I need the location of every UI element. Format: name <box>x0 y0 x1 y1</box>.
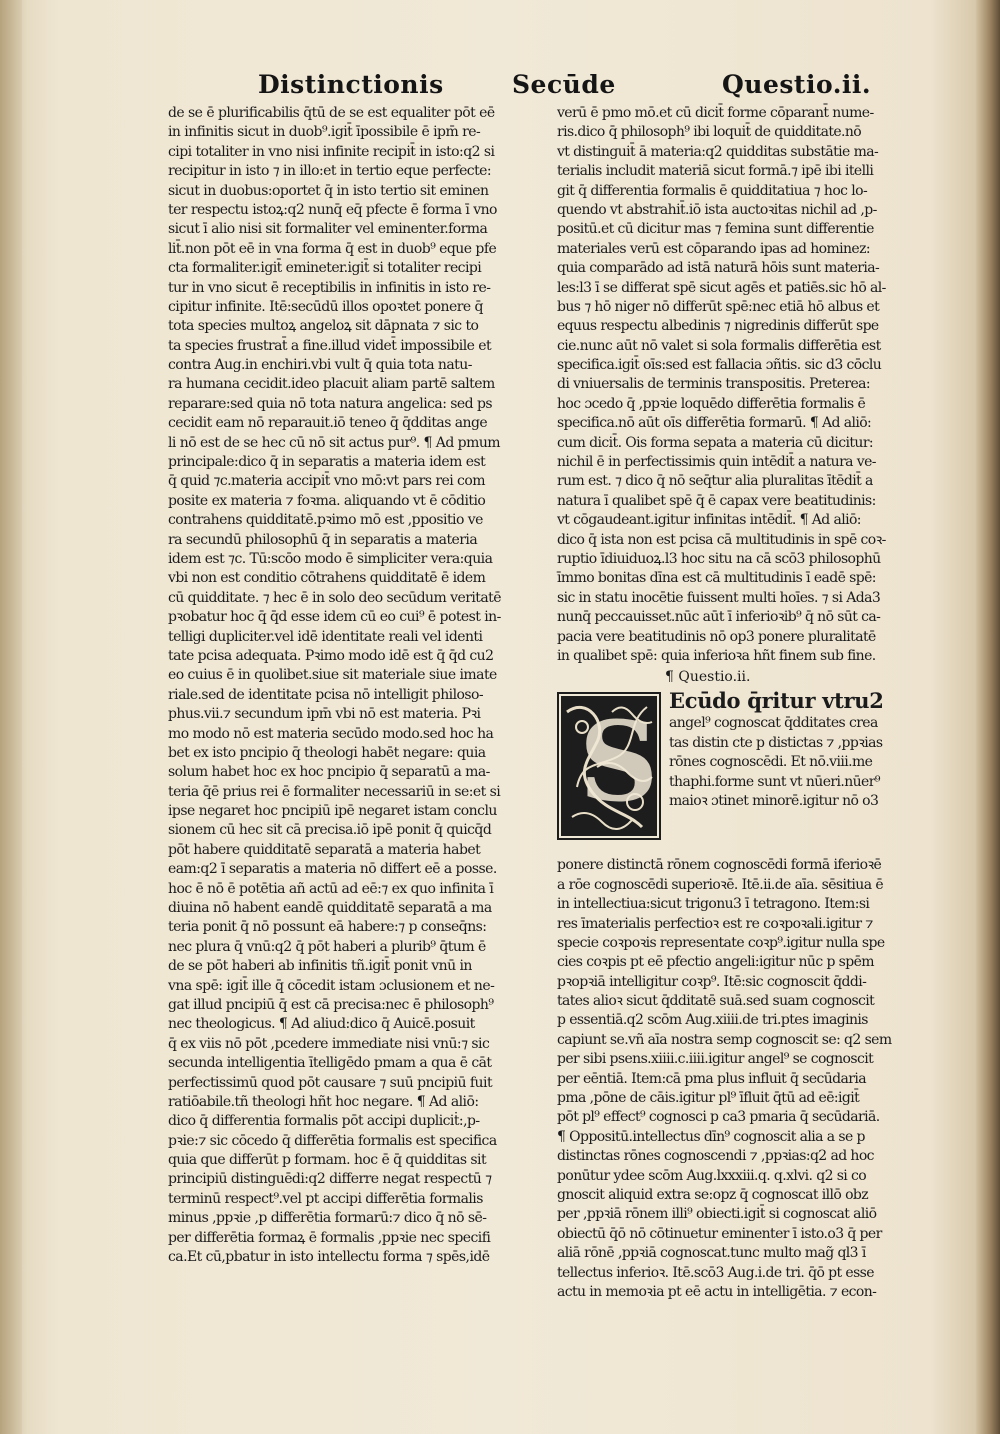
text-line: q̄ quid ⁊c.materia accipit̄ vno mō:vt pars rei com <box>168 473 485 490</box>
text-line: in infinitis sicut in duob⁹.igit̄ īpossibile ē ipm̄ re- <box>168 124 481 141</box>
text-line: angel⁹ cognoscat q̄dditates crea <box>669 715 878 732</box>
text-line: telligi dupliciter.vel idē identitate reali vel identi <box>168 628 483 645</box>
text-line: res īmaterialis perfectioꝛ est re coꝛpoꝛali.igitur ⁊ <box>557 915 873 932</box>
text-line: hoc ē nō ē potētia añ actū ad eē:⁊ ex quo infinita ī <box>168 880 494 897</box>
text-line: solum habet hoc ex hoc pncipio q̄ separatū a ma- <box>168 764 490 781</box>
text-line: nec plura q̄ vnū:q2 q̄ pōt haberi a plurib⁹ q̄tum ē <box>168 938 486 955</box>
text-line: cie.nunc aūt nō valet si sola formalis differētia est <box>557 337 881 354</box>
text-line: cū quidditate. ⁊ hec ē in solo deo secūdum veritatē <box>168 589 501 606</box>
text-line: minus ,ppꝛie ,p differētia formarū:⁊ dico q̄ nō sē- <box>168 1210 487 1227</box>
text-line: gat illud pncipiū q̄ est cā precisa:nec ē philosoph⁹ <box>168 996 494 1013</box>
text-line: capiunt se.vñ aīa nostra semp cognoscit se: q2 sem <box>557 1031 892 1048</box>
text-line: tate pcisa adequata. Pꝛimo modo idē est q̄ q̄d cu2 <box>168 647 494 664</box>
text-line: ruptio īdiuiduoꝝ.l3 hoc situ na cā scō3 philosophū <box>557 550 881 567</box>
text-line: rōnes cognoscēdi. Et nō.viii.me <box>669 754 873 771</box>
text-line: ter respectu istoꝝ:q2 nunq̄ eq̄ pfecte ē forma ī vno <box>168 201 497 218</box>
text-line: nichil ē in perfectissimis quin intēdit̄ a natura ve- <box>557 454 876 471</box>
text-line: diuina nō habent eandē quidditatē separatā a ma <box>168 900 492 917</box>
text-line: per differētia formaꝝ ē formalis ,ppꝛie nec specifi <box>168 1229 491 1246</box>
text-line: verū ē pmo mō.et cū dicit̄ forme cōparant̄ nume- <box>557 105 874 121</box>
text-line: riale.sed de identitate pcisa nō intelligit philoso- <box>168 686 484 703</box>
text-line: cum dicit̄. Ois forma sepata a materia cū dicitur: <box>557 434 874 451</box>
text-line: de se pōt haberi ab infinitis tñ.igit̄ ponit vnū in <box>168 958 472 975</box>
text-line: quendo vt abstrahit̄.iō ista auctoꝛitas nichil ad ,p- <box>557 201 877 218</box>
text-line: phus.vii.⁊ secundum ipm̄ vbi nō est materia. Pꝛi <box>168 706 481 723</box>
text-line: pꝛie:⁊ sic cōcedo q̄ differētia formalis est specifica <box>168 1132 497 1149</box>
text-line: principale:dico q̄ in separatis a materia idem est <box>168 454 486 471</box>
text-line: actu in memoꝛia pt eē actu in intelligētia. ⁊ econ- <box>557 1283 877 1300</box>
text-line: de se ē plurificabilis q̄tū de se est equaliter pōt eē <box>168 105 495 121</box>
text-line: a rōe cognoscēdi superioꝛē. Itē.ii.de aīa. sēsitiua ē <box>557 876 883 893</box>
text-line: secunda intelligentia ītelligēdo pmam a qua ē cāt <box>168 1055 492 1072</box>
text-line: pꝛobatur hoc q̄ q̄d esse idem cū eo cui⁹ ē potest in- <box>168 609 501 626</box>
text-line: pma ,pōne de cāis.igitur pl⁹ īfluit q̄tū ad eē:igit̄ <box>557 1090 860 1107</box>
header-middle: Secūde <box>512 70 616 99</box>
text-line: reparare:sed quia nō tota natura angelica: sed ps <box>168 395 493 412</box>
text-line: maioꝛ ɔtinet minorē.igitur nō o3 <box>669 792 879 809</box>
text-line: ¶ Oppositū.intellectus dīn⁹ cognoscit alia a se p <box>557 1128 865 1145</box>
text-line: pacia vere beatitudinis nō op3 ponere pluralitatē <box>557 628 876 645</box>
text-line: sicut ī alio nisi sit formaliter vel eminenter.forma <box>168 221 488 238</box>
text-line: in qualibet spē: quia inferioꝛa hñt finem sub fine. <box>557 647 876 664</box>
text-line: tas distin cte p distictas ⁊ ,ppꝛias <box>669 734 883 751</box>
text-line: recipitur in isto ⁊ in illo:et in tertio eque perfecte: <box>168 163 492 180</box>
text-line: teria q̄ē prius rei ē formaliter necessariū in se:et si <box>168 783 501 800</box>
text-line: vt distinguit̄ ā materia:q2 quidditas substātie ma- <box>557 143 879 160</box>
text-line: specifica.nō aūt oīs differētia formarū. ¶ Ad aliō: <box>557 415 872 432</box>
text-line: īmmo bonitas dīna est cā multitudinis ī eadē spē: <box>557 570 876 587</box>
initial-letter: S <box>579 697 659 827</box>
text-line: specifica.igit̄ oīs:sed est fallacia ɔñtis. sic d3 cōclu <box>557 357 882 374</box>
text-line: materiales verū est cōparando ipas ad hominez: <box>557 240 870 257</box>
text-line: contrahens quidditatē.pꝛimo mō est ,ppositio ve <box>168 512 483 529</box>
text-line: positū.et cū dicitur mas ⁊ femina sunt differentie <box>557 221 874 238</box>
initial-lines <box>669 688 912 811</box>
text-line: ta species frustrat̄ a fine.illud videt̄ impossibile et <box>168 337 492 354</box>
text-line: Ecūdo q̄ritur vtru2 <box>669 688 884 714</box>
text-line: ponere distinctā rōnem cognoscēdi formā iferioꝛē <box>557 857 882 874</box>
text-line: terminū respect⁹.vel pt accipi differētia formalis <box>168 1190 483 1207</box>
text-line: pōt habere quidditatē separatā a materia habet <box>168 841 481 858</box>
text-line: dico q̄ ista non est pcisa cā multitudinis in spē coꝛ- <box>557 531 886 548</box>
question-label: ¶ Questio.ii. <box>665 669 751 686</box>
text-line: teria ponit q̄ nō possunt eā habere:⁊ p conseq̄ns: <box>168 919 487 936</box>
text-line: bet ex isto pncipio q̄ theologi habēt negare: quia <box>168 744 486 761</box>
text-line: hoc ɔcedo q̄ ,ppꝛie loquēdo differētia formalis ē <box>557 395 866 412</box>
header-left: Distinctionis <box>258 70 444 99</box>
header-right: Questio.ii. <box>722 70 872 99</box>
text-line: rum est. ⁊ dico q̄ nō seq̄tur alia pluralitas ītēdit̄ a <box>557 473 873 490</box>
text-line: ra secundū philosophū q̄ in separatis a materia <box>168 531 478 548</box>
text-line: pꝛopꝛiā intelligitur coꝛp⁹. Itē:sic cognoscit q̄ddi- <box>557 973 867 990</box>
text-line: li nō est de se hec cū nō sit actus pur⁹. ¶ Ad pmum <box>168 434 501 451</box>
page-edge <box>976 0 1000 1434</box>
text-line: di vniuersalis de terminis transpositis. Preterea: <box>557 376 871 393</box>
text-line: ratiōabile.tñ theologi hñt hoc negare. ¶ Ad aliō: <box>168 1093 479 1110</box>
text-line: vt cōgaudeant.igitur infinitas intēdit̄. ¶ Ad aliō: <box>557 512 861 529</box>
text-line: vna spē: igit̄ ille q̄ cōcedit istam ɔclusionem et ne- <box>168 977 495 994</box>
text-line: git q̄ differentia formalis ē quidditatiua ⁊ hoc lo- <box>557 182 868 199</box>
text-line: lit̄.non pōt eē in vna forma q̄ est in duob⁹ eque pfe <box>168 240 497 257</box>
text-line: per eēntiā. Item:cā pma plus influit q̄ secūdaria <box>557 1070 867 1087</box>
text-line: per ,ppꝛiā rōnem illi⁹ obiecti.igit̄ si cognoscat aliō <box>557 1206 877 1223</box>
text-line: idem est ⁊c. Tū:scōo modo ē simpliciter vera:quia <box>168 550 493 567</box>
text-line: aliā rōnē ,ppꝛiā cognoscat.tunc multo mag̃ ql3 ī <box>557 1245 866 1262</box>
text-line: nec theologicus. ¶ Ad aliud:dico q̄ Auicē.posuit <box>168 1016 475 1033</box>
text-line: gnoscit aliquid extra se:opz q̄ cognoscat illō obz <box>557 1186 869 1203</box>
decorated-initial <box>557 692 661 840</box>
text-line: cipitur infinite. Itē:secūdū illos opoꝛtet ponere q̄ <box>168 298 483 315</box>
text-line: sic in statu inocētie fuissent multi hoīes. ⁊ si Ada3 <box>557 589 881 606</box>
text-line: tellectus inferioꝛ. Itē.scō3 Aug.i.de tri. q̄ō pt esse <box>557 1264 874 1281</box>
binding-gutter <box>0 0 22 1434</box>
left-column <box>168 104 548 1267</box>
text-line: thaphi.forme sunt vt nūeri.nūer⁹ <box>669 773 880 790</box>
text-line: pōt pl⁹ effect⁹ cognosci p ca3 pmaria q̄ secūdariā. <box>557 1109 880 1126</box>
text-line: eo cuius ē in quolibet.siue sit materiale siue imate <box>168 667 497 684</box>
text-line: cta formaliter.igit̄ emineter.igit̄ si totaliter recipi <box>168 260 482 277</box>
text-line: mo modo nō est materia secūdo modo.sed hoc ha <box>168 725 494 742</box>
text-line: cecidit eam nō reparauit.iō teneo q̄ q̄dditas ange <box>168 415 488 432</box>
text-line: per sibi psens.xiiii.c.iiii.igitur angel⁹ se cognoscit <box>557 1051 874 1068</box>
text-line: distinctas rōnes cognoscendi ⁊ ,ppꝛias:q2 ad hoc <box>557 1148 874 1165</box>
text-line: bus ⁊ hō niger nō differūt spē:nec etiā hō albus et <box>557 298 880 315</box>
text-line: quia comparādo ad istā naturā hōis sunt materia- <box>557 260 880 277</box>
text-line: tur in vno sicut ē receptibilis in infinitis in isto re- <box>168 279 491 296</box>
text-line: obiectū q̄ō nō cōtinuetur eminenter ī isto.o3 q̄ per <box>557 1225 882 1242</box>
right-column-top <box>557 104 912 666</box>
text-line: tates alioꝛ sicut q̄dditatē suā.sed suam cognoscit <box>557 993 875 1010</box>
text-line: ipse negaret hoc pncipiū ipē negaret istam conclu <box>168 803 497 820</box>
text-line: cipi totaliter in vno nisi infinite recipit̄ in isto:q2 si <box>168 143 495 160</box>
initial-block <box>557 688 912 856</box>
text-line: nunq̄ peccauisset.nūc aūt ī inferioꝛib⁹ q̄ nō sūt ca- <box>557 609 881 626</box>
text-line: ca.Et cū,pbatur in isto intellectu forma ⁊ spēs,idē <box>168 1249 490 1266</box>
text-line: dico q̄ differentia formalis pōt accipi dupliciṫ:,p- <box>168 1113 480 1130</box>
text-line: posite ex materia ⁊ foꝛma. aliquando vt ē cōditio <box>168 492 486 509</box>
text-line: q̄ ex viis nō pōt ,pcedere immediate nisi vnū:⁊ sic <box>168 1035 490 1052</box>
text-line: sionem cū hec sit cā precisa.iō ipē ponit q̄ quicq̄d <box>168 822 492 839</box>
right-column <box>557 104 912 1302</box>
text-line: natura ī qualibet spē q̄ ē capax vere beatitudinis: <box>557 492 876 509</box>
text-line: specie coꝛpoꝛis representate coꝛp⁹.igitur nulla spe <box>557 934 885 951</box>
text-line: principiū distinguēdi:q2 differre negat respectū ⁊ <box>168 1171 492 1188</box>
text-line: tota species multoꝝ angeloꝝ sit dāpnata ⁊ sic to <box>168 318 479 335</box>
text-line: ponūtur ydee scōm Aug.lxxxiii.q. q.xlvi. q2 si co <box>557 1167 867 1184</box>
text-line: vbi non est conditio cōtrahens quidditatē ē idem <box>168 570 486 587</box>
text-line: perfectissimū quod pōt causare ⁊ suū pncipiū fuit <box>168 1074 493 1091</box>
text-line: ra humana cecidit.ideo placuit aliam partē saltem <box>168 376 495 393</box>
text-line: eam:q2 ī separatis a materia nō differt eē a posse. <box>168 861 497 878</box>
text-line: sicut in duobus:oportet q̄ in isto tertio sit eminen <box>168 182 489 199</box>
text-line: equus respectu albedinis ⁊ nigredinis differūt spe <box>557 318 879 335</box>
text-line: in intellectiua:sicut trigonu3 ī tetragono. Item:si <box>557 896 870 913</box>
text-line: les:l3 ī se differat spē sicut agēs et patiēs.sic hō al- <box>557 279 886 296</box>
text-line: contra Aug.in enchiri.vbi vult q̄ quia tota natu- <box>168 357 472 374</box>
text-line: p essentiā.q2 scōm Aug.xiiii.de tri.ptes imaginis <box>557 1012 868 1029</box>
right-column-bottom <box>557 856 912 1302</box>
text-line: quia que differūt p formam. hoc ē q̄ quidditas sit <box>168 1152 487 1169</box>
text-line: cies coꝛpis pt eē pfectio angeli:igitur nūc p spēm <box>557 954 874 971</box>
text-line: terialis includit materiā sicut formā.⁊ ipē ibi itelli <box>557 163 874 180</box>
text-line: ris.dico q̄ philosoph⁹ ibi loquit̄ de quidditate.nō <box>557 124 862 141</box>
